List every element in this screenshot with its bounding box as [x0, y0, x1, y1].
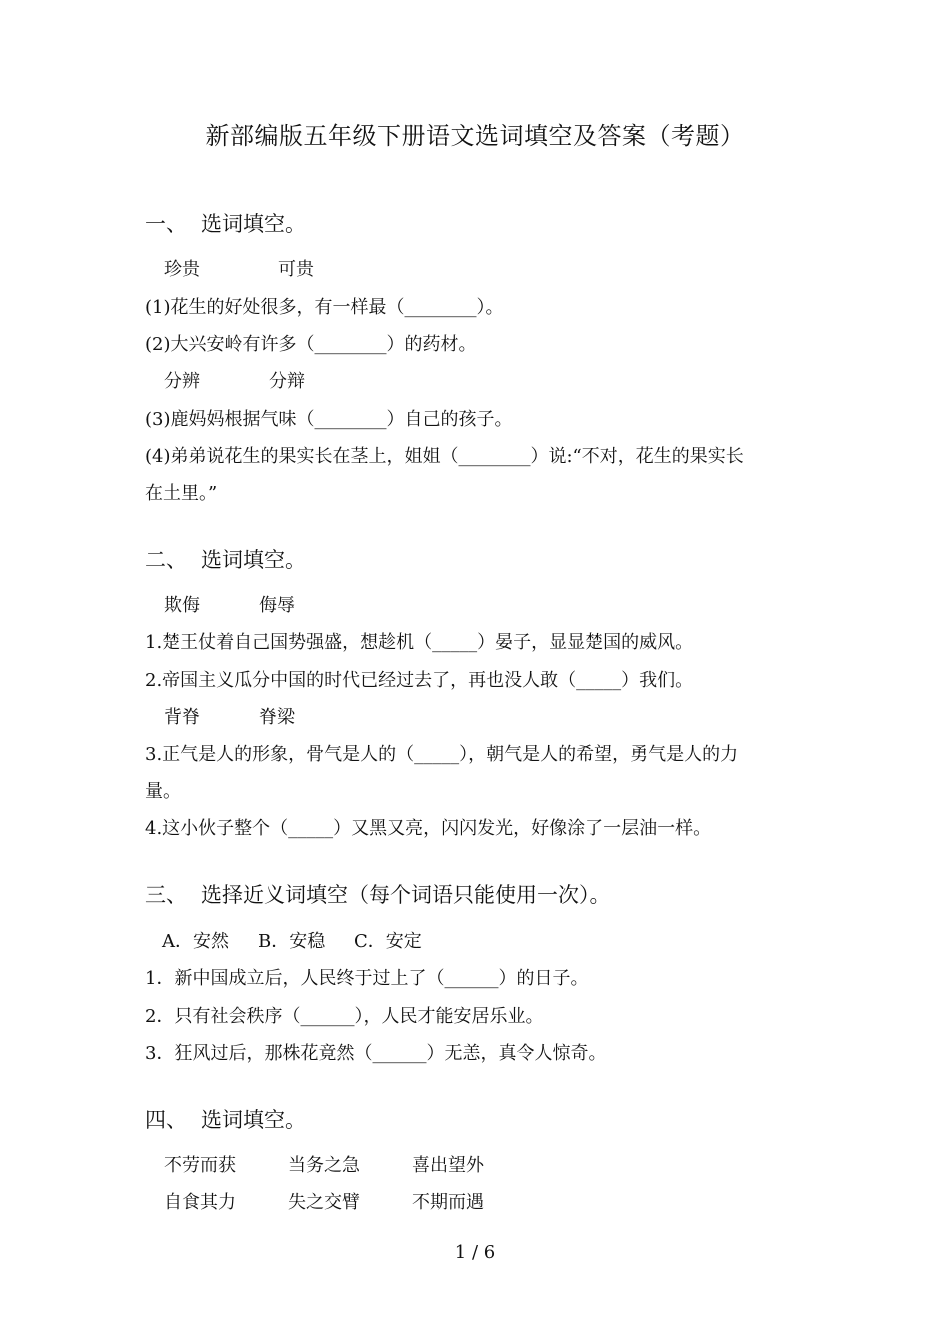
word-option: 分辨: [164, 371, 200, 392]
word-options: [164, 259, 314, 281]
word-option: 分辩: [269, 371, 305, 392]
word-option: 不劳而获: [164, 1155, 236, 1176]
word-option: C．安定: [354, 931, 422, 952]
word-options: [164, 707, 295, 729]
word-option: 侮辱: [259, 595, 295, 616]
section-title: 选词填空。: [201, 548, 306, 572]
section-4-heading: [145, 1107, 306, 1133]
word-options: [164, 595, 295, 617]
question-line: 在土里。”: [145, 483, 218, 504]
question-line: 1.楚王仗着自己国势强盛，想趁机（_____）晏子，显显楚国的威风。: [145, 632, 694, 653]
section-number: 三、: [145, 883, 187, 907]
question-line: 2．只有社会秩序（______），人民才能安居乐业。: [145, 1006, 544, 1027]
word-option: 脊梁: [259, 707, 295, 728]
section-number: 二、: [145, 548, 187, 572]
question-line: (2)大兴安岭有许多（________）的药材。: [145, 334, 477, 355]
word-option: 可贵: [278, 259, 314, 280]
section-title: 选择近义词填空（每个词语只能使用一次）。: [201, 883, 611, 907]
word-options: [164, 1155, 484, 1177]
word-option: 当务之急: [288, 1155, 360, 1176]
word-option: 失之交臂: [288, 1192, 360, 1213]
word-option: 欺侮: [164, 595, 200, 616]
page-number: 1 / 6: [454, 1242, 496, 1263]
question-line: 4.这小伙子整个（_____）又黑又亮，闪闪发光，好像涂了一层油一样。: [145, 818, 712, 839]
question-line: (3)鹿妈妈根据气味（________）自己的孩子。: [145, 409, 513, 430]
word-option: 自食其力: [164, 1192, 236, 1213]
word-options: [162, 931, 422, 953]
section-number: 四、: [145, 1108, 187, 1132]
section-title: 选词填空。: [201, 212, 306, 236]
word-option: B．安稳: [258, 931, 326, 952]
question-line: 3．狂风过后，那株花竟然（______）无恙，真令人惊奇。: [145, 1043, 607, 1064]
page-title: 新部编版五年级下册语文选词填空及答案（考题）: [205, 122, 745, 150]
word-option: 背脊: [164, 707, 200, 728]
section-2-heading: [145, 547, 306, 573]
question-line: (4)弟弟说花生的果实长在茎上，姐姐（________）说:“不对，花生的果实长: [145, 446, 744, 467]
section-title: 选词填空。: [201, 1108, 306, 1132]
section-1-heading: [145, 211, 306, 237]
question-line: (1)花生的好处很多，有一样最（________）。: [145, 297, 504, 318]
word-option: 不期而遇: [412, 1192, 484, 1213]
question-line: 1．新中国成立后，人民终于过上了（______）的日子。: [145, 968, 589, 989]
word-option: 喜出望外: [412, 1155, 484, 1176]
question-line: 量。: [145, 781, 181, 802]
question-line: 3.正气是人的形象，骨气是人的（_____），朝气是人的希望，勇气是人的力: [145, 744, 739, 765]
word-option: A．安然: [162, 931, 229, 952]
section-number: 一、: [145, 212, 187, 236]
word-options: [164, 371, 305, 393]
section-3-heading: [145, 882, 611, 908]
question-line: 2.帝国主义瓜分中国的时代已经过去了，再也没人敢（_____）我们。: [145, 670, 694, 691]
word-option: 珍贵: [164, 259, 200, 280]
word-options: [164, 1192, 484, 1214]
